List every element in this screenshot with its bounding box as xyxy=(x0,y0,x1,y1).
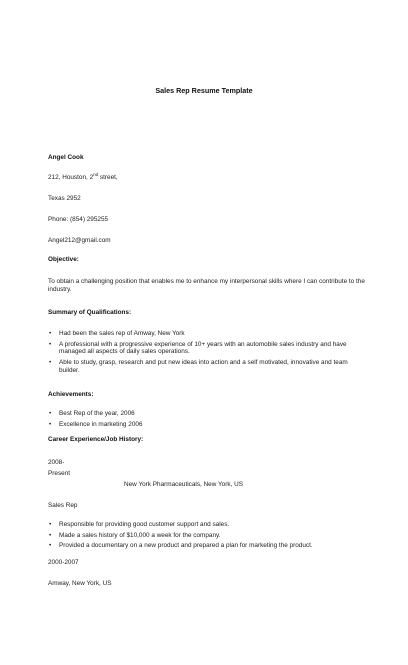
achievement-item-text: Best Rep of the year, 2006 xyxy=(59,410,135,417)
list-item xyxy=(48,532,378,540)
achievements-list xyxy=(48,410,370,428)
list-item xyxy=(48,410,370,418)
document-title: Sales Rep Resume Template xyxy=(155,86,253,95)
address-prefix: 212, Houston, 2 xyxy=(48,174,94,181)
job2-company: Amway, New York, US xyxy=(48,580,112,587)
objective-text: To obtain a challenging position that enables me to enhance my interpersonal skills where I can contribute to the industry. xyxy=(48,278,365,293)
list-item xyxy=(48,521,378,529)
achievement-item-text: Excellence in marketing 2006 xyxy=(59,420,143,428)
job1-duty-text: Provided a documentary on a new product and prepared a plan for marketing the product. xyxy=(59,542,313,550)
list-item xyxy=(48,421,370,429)
summary-item-text: Had been the sales rep of Amway, New York xyxy=(59,330,185,337)
bullet-icon: • xyxy=(49,531,52,539)
list-item xyxy=(48,359,370,374)
list-item xyxy=(48,542,378,550)
email-line: Angel212@gmail.com xyxy=(48,237,111,244)
job1-start-date: 2008- xyxy=(48,459,65,466)
address-line xyxy=(48,171,118,182)
achievements-heading: Achievements: xyxy=(48,391,94,398)
bullet-icon: • xyxy=(49,330,52,337)
address-suffix: street, xyxy=(98,174,118,181)
summary-item-text: Able to study, grasp, research and put new ideas into action and a self motivated, innovative and team builder. xyxy=(59,359,348,374)
address-superscript: nd xyxy=(93,171,99,177)
bullet-icon: • xyxy=(49,340,52,348)
job2-dates: 2000-2007 xyxy=(48,559,79,566)
bullet-icon: • xyxy=(49,410,52,417)
list-item xyxy=(48,330,370,338)
bullet-icon: • xyxy=(49,521,52,528)
job1-company: New York Pharmaceuticals, New York, US xyxy=(124,481,243,488)
bullet-icon: • xyxy=(49,420,52,428)
summary-heading: Summary of Qualifications: xyxy=(48,309,132,316)
list-item xyxy=(48,341,370,356)
bullet-icon: • xyxy=(49,359,52,367)
summary-item-text: A professional with a progressive experience of 10+ years with an automobile sales industry and have managed all aspects of daily sales operations. xyxy=(59,340,347,356)
job1-duty-text: Made a sales history of $10,000 a week for the company. xyxy=(59,531,221,539)
objective-heading: Objective: xyxy=(48,256,79,263)
job1-duties-list xyxy=(48,521,378,550)
bullet-icon: • xyxy=(49,542,52,550)
job1-role: Sales Rep xyxy=(48,502,78,509)
candidate-name: Angel Cook xyxy=(48,154,84,161)
state-line: Texas 2952 xyxy=(48,195,81,202)
phone-line: Phone: (854) 295255 xyxy=(48,216,109,223)
experience-heading: Career Experience/Job History: xyxy=(48,436,144,443)
summary-list xyxy=(48,330,370,374)
job1-end-date: Present xyxy=(48,470,71,477)
job1-duty-text: Responsible for providing good customer support and sales. xyxy=(59,521,230,528)
